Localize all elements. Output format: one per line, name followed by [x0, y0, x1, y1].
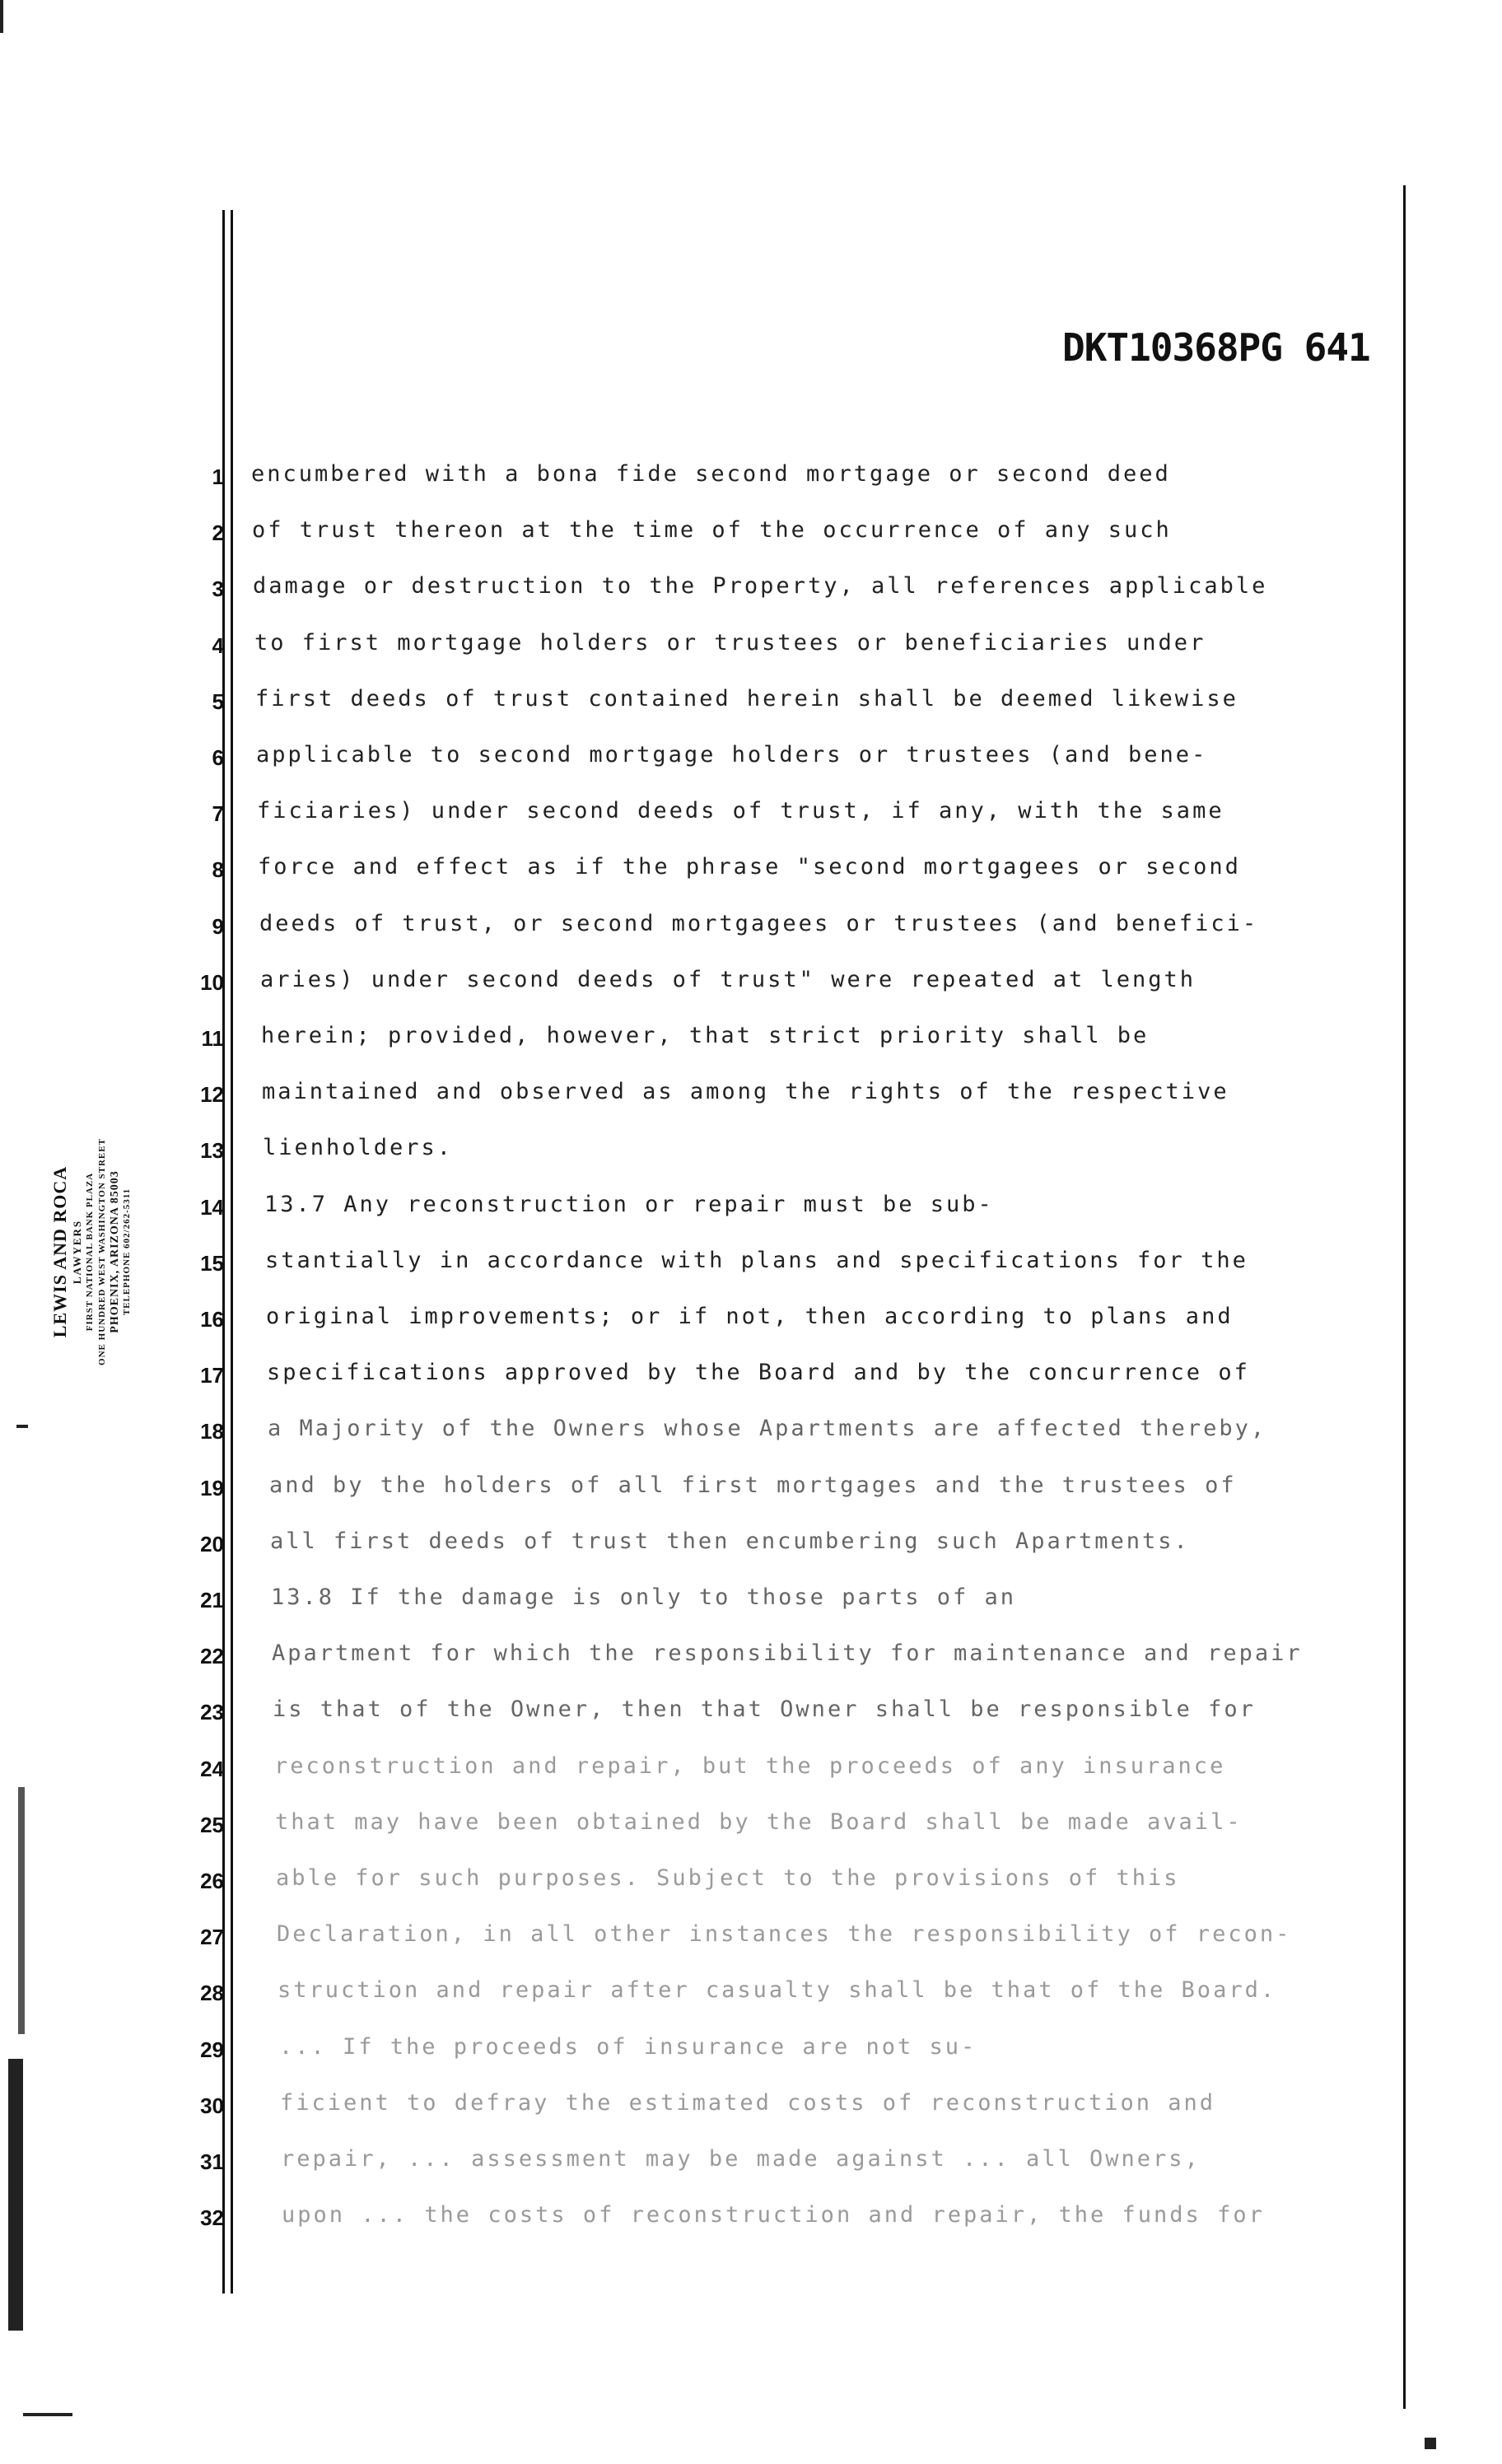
- text-line: a Majority of the Owners whose Apartments are affected thereby,: [268, 1416, 1267, 1441]
- line-number: 9: [212, 914, 224, 939]
- line-number: 27: [200, 1925, 224, 1949]
- text-line: aries) under second deeds of trust" were repeated at length: [260, 967, 1196, 992]
- line-number: 17: [200, 1363, 224, 1388]
- text-line: stantially in accordance with plans and specifications for the: [265, 1248, 1248, 1273]
- text-line: ... If the proceeds of insurance are not su-: [279, 2034, 977, 2060]
- text-line: all first deeds of trust then encumbering such Apartments.: [270, 1528, 1190, 1554]
- text-line: Declaration, in all other instances the responsibility of recon-: [277, 1921, 1292, 1947]
- text-line: ficient to defray the estimated costs of reconstruction and: [280, 2090, 1216, 2116]
- text-line: to first mortgage holders or trustees or beneficiaries under: [254, 630, 1206, 656]
- text-line: original improvements; or if not, then according to plans and: [266, 1304, 1234, 1329]
- text-line: deeds of trust, or second mortgagees or trustees (and benefici-: [259, 911, 1259, 936]
- text-line: 13.8 If the damage is only to those parts of an: [271, 1584, 1017, 1610]
- text-line: that may have been obtained by the Board shall be made avail-: [275, 1809, 1243, 1835]
- firm-address-line-2: ONE HUNDRED WEST WASHINGTON STREET: [97, 1138, 107, 1365]
- text-line: ficiaries) under second deeds of trust, if any, with the same: [257, 798, 1224, 824]
- text-line: repair, ... assessment may be made against ... all Owners,: [281, 2146, 1201, 2172]
- line-number: 4: [212, 633, 224, 658]
- scan-artifact: [23, 2413, 72, 2416]
- text-line: Apartment for which the responsibility for maintenance and repair: [272, 1640, 1303, 1666]
- text-line: first deeds of trust contained herein shall be deemed likewise: [255, 686, 1238, 712]
- line-number: 8: [212, 857, 224, 882]
- line-number: 11: [201, 1026, 224, 1051]
- firm-telephone: TELEPHONE 602/262-5311: [122, 1188, 132, 1316]
- line-number: 20: [200, 1532, 224, 1556]
- text-line: maintained and observed as among the rights of the respective: [262, 1079, 1229, 1104]
- text-line: and by the holders of all first mortgages and the trustees of: [269, 1472, 1237, 1498]
- scan-artifact: [1425, 2438, 1436, 2449]
- text-line: upon ... the costs of reconstruction and repair, the funds for: [282, 2202, 1265, 2228]
- scan-artifact: [8, 2059, 23, 2331]
- line-number: 6: [212, 745, 224, 770]
- line-number: 2: [212, 520, 224, 545]
- line-number: 24: [200, 1757, 224, 1781]
- docket-page-number: DKT10368PG 641: [1062, 325, 1370, 370]
- text-line: applicable to second mortgage holders or trustees (and bene-: [256, 742, 1208, 768]
- text-line: of trust thereon at the time of the occurrence of any such: [252, 517, 1172, 543]
- text-line: specifications approved by the Board and by the concurrence of: [267, 1360, 1250, 1385]
- line-number: 32: [200, 2205, 224, 2230]
- text-line: reconstruction and repair, but the proceeds of any insurance: [274, 1753, 1226, 1779]
- text-line: struction and repair after casualty shall be that of the Board.: [278, 1977, 1277, 2003]
- line-number: 18: [200, 1419, 224, 1444]
- line-number: 15: [200, 1251, 224, 1276]
- left-margin-rule-inner: [231, 210, 233, 2294]
- text-line: able for such purposes. Subject to the provisions of this: [276, 1865, 1180, 1891]
- line-number: 19: [200, 1476, 224, 1500]
- scan-artifact: [18, 1787, 25, 2034]
- line-number: 22: [200, 1644, 224, 1668]
- line-number: 10: [200, 970, 224, 995]
- line-number: 29: [200, 2037, 224, 2062]
- line-number: 28: [200, 1981, 224, 2005]
- right-margin-rule: [1403, 185, 1406, 2409]
- firm-city: PHOENIX, ARIZONA 85003: [109, 1170, 121, 1333]
- text-line: herein; provided, however, that strict priority shall be: [261, 1023, 1150, 1048]
- text-line: lienholders.: [263, 1135, 454, 1160]
- line-number: 31: [200, 2149, 224, 2174]
- line-number: 25: [200, 1813, 224, 1837]
- line-number: 7: [212, 801, 224, 826]
- line-number: 30: [200, 2093, 224, 2118]
- text-line: force and effect as if the phrase "second mortgagees or second: [258, 854, 1241, 880]
- scan-artifact: [16, 1425, 28, 1428]
- text-line: encumbered with a bona fide second mortgage or second deed: [251, 461, 1171, 487]
- line-number: 14: [200, 1195, 224, 1220]
- firm-lawyers-label: LAWYERS: [71, 1219, 83, 1285]
- line-number: 26: [200, 1869, 224, 1893]
- line-number: 3: [212, 576, 224, 601]
- scan-artifact: [0, 0, 3, 33]
- law-firm-letterhead: [49, 1071, 189, 1433]
- text-line: is that of the Owner, then that Owner shall be responsible for: [273, 1696, 1256, 1722]
- line-number: 16: [200, 1307, 224, 1332]
- line-number: 23: [200, 1700, 224, 1724]
- line-number: 21: [200, 1588, 224, 1612]
- line-number: 13: [200, 1138, 224, 1163]
- text-line: 13.7 Any reconstruction or repair must be sub-: [264, 1192, 994, 1217]
- line-number: 12: [200, 1082, 224, 1107]
- line-number: 1: [212, 464, 224, 489]
- firm-name: LEWIS AND ROCA: [49, 1165, 70, 1338]
- line-number: 5: [212, 689, 224, 714]
- text-line: damage or destruction to the Property, all references applicable: [253, 573, 1268, 599]
- firm-address-line-1: FIRST NATIONAL BANK PLAZA: [85, 1172, 95, 1332]
